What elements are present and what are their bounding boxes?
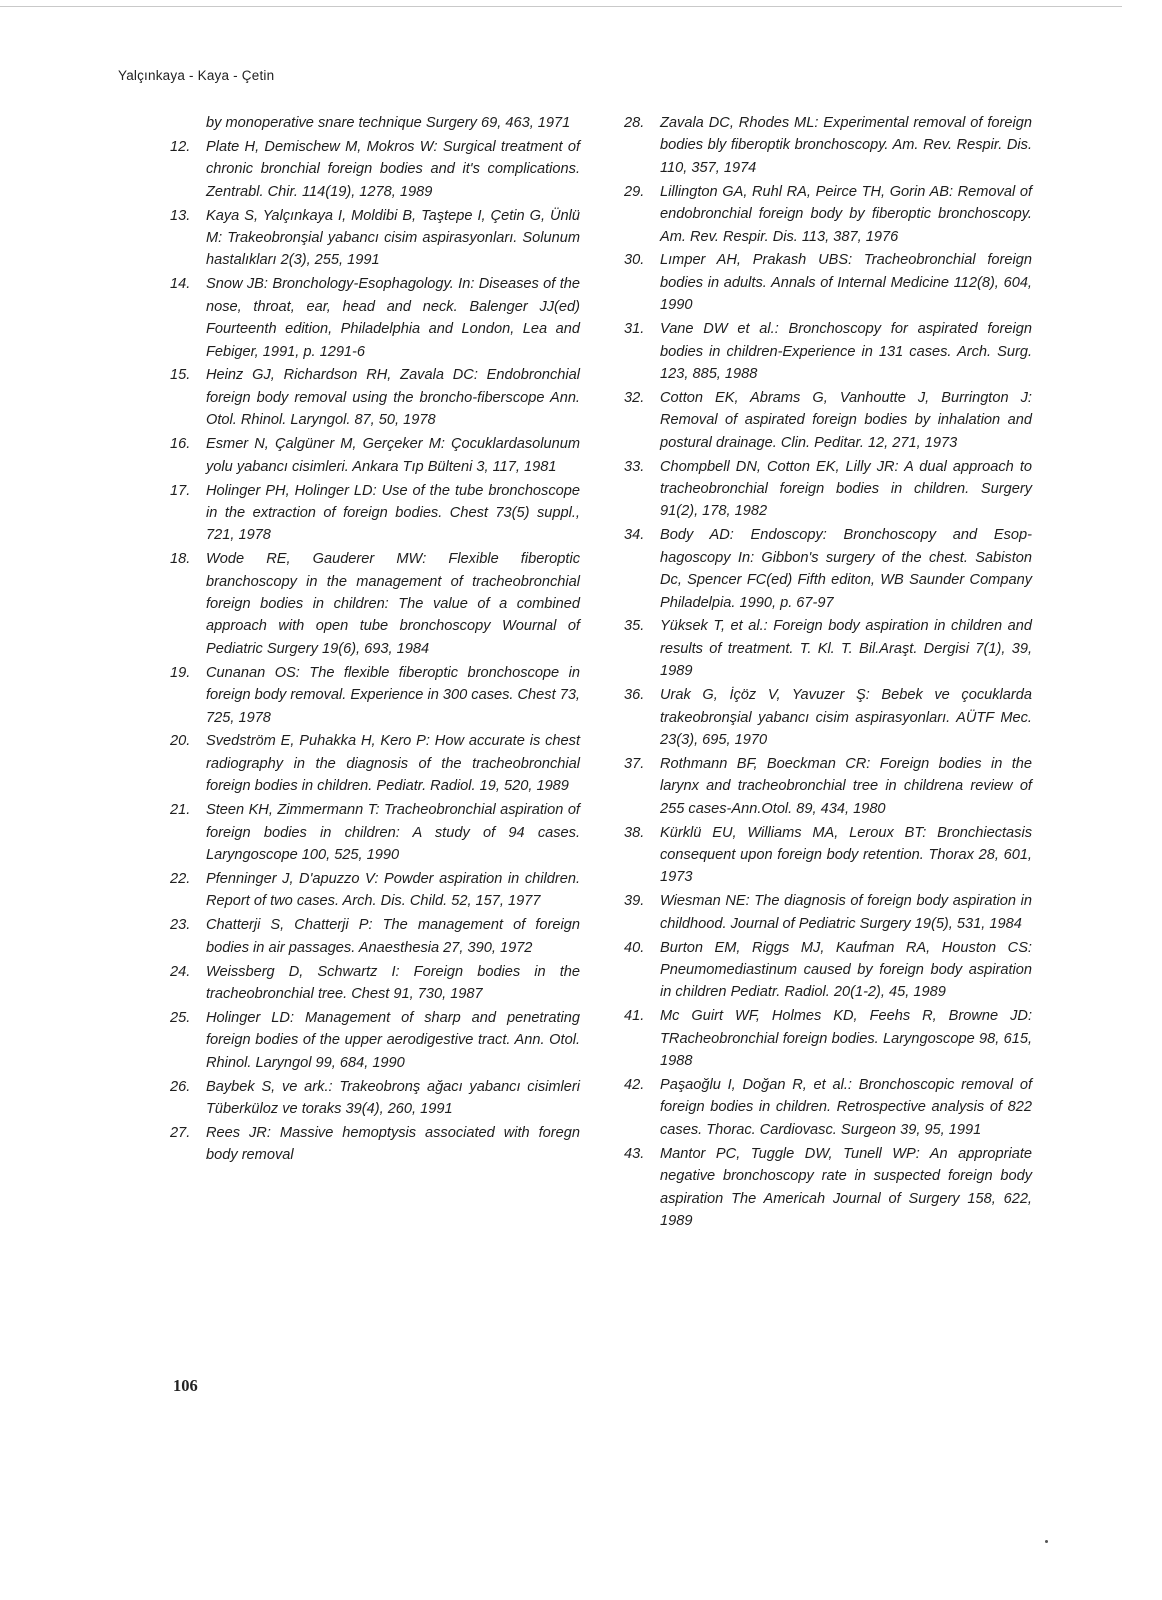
reference-item — [624, 112, 1032, 179]
reference-text: Svedström E, Puhakka H, Kero P: How accurate is chest radiography in the diagnosis of the tracheobronchial foreign bodies in children. Pediatr. Radiol. 19, 520, 1989 — [206, 733, 580, 795]
reference-item — [624, 1074, 1032, 1141]
reference-item — [170, 480, 580, 547]
reference-item — [624, 1005, 1032, 1072]
reference-number: 16. — [170, 436, 191, 453]
reference-text: Holinger LD: Management of sharp and penetrating foreign bodies of the upper aerodigestive tract. Ann. Otol. Rhinol. Laryngol 99, 684, 1990 — [206, 1009, 580, 1071]
reference-item — [170, 868, 580, 913]
reference-text: Chatterji S, Chatterji P: The management of foreign bodies in air passages. Anaesthesia 27, 390, 1972 — [206, 917, 580, 956]
reference-text: Vane DW et al.: Bronchoscopy for aspirated foreign bodies in children-Experience in 131 cases. Arch. Surg. 123, 885, 1988 — [660, 321, 1032, 382]
reference-number: 30. — [624, 252, 645, 269]
reference-text: Burton EM, Riggs MJ, Kaufman RA, Houston CS: Pneumomediastinum caused by foreign body aspiration in children Pediatr. Radiol. 20(1-2), 45, 1989 — [660, 939, 1032, 1001]
reference-text: Snow JB: Bronchology-Esophagology. In: Diseases of the nose, throat, ear, head and neck. Balenger JJ(ed) Fourteenth edition, Philadelphia and London, Lea and Febiger, 1991, p. 1291-6 — [206, 276, 580, 360]
reference-text: Kürklü EU, Williams MA, Leroux BT: Bronchiectasis consequent upon foreign body retention. Thorax 28, 601, 1973 — [660, 824, 1032, 886]
reference-number: 35. — [624, 618, 645, 635]
reference-number: 15. — [170, 367, 191, 384]
reference-text: Wiesman NE: The diagnosis of foreign body aspiration in childhood. Journal of Pediatric Surgery 19(5), 531, 1984 — [660, 893, 1032, 932]
reference-text: Body AD: Endoscopy: Bronchoscopy and Esophagoscopy In: Gibbon's surgery of the chest. Sabiston Dc, Spencer FC(ed) Fifth editon, WB Saunder Company Philadelpia. 1990, p. 67-97 — [660, 527, 1032, 611]
reference-number: 28. — [624, 115, 645, 131]
reference-item — [624, 937, 1032, 1004]
page-number: 106 — [173, 1376, 198, 1395]
reference-text: Lillington GA, Ruhl RA, Peirce TH, Gorin AB: Removal of endobronchial foreign body by fiberoptic bronchoscopy. Am. Rev. Respir. Dis. 113, 387, 1976 — [660, 183, 1032, 245]
reference-text: Plate H, Demischew M, Mokros W: Surgical treatment of chronic bronchial foreign bodies and it's complications. Zentrabl. Chir. 114(19), 1278, 1989 — [206, 138, 580, 200]
reference-number: 23. — [170, 917, 191, 934]
reference-text: Steen KH, Zimmermann T: Tracheobronchial aspiration of foreign bodies in children: A study of 94 cases. Laryngoscope 100, 525, 1990 — [206, 802, 580, 863]
reference-number: 29. — [624, 183, 645, 200]
reference-text: Esmer N, Çalgüner M, Gerçeker M: Çocuklardasolunum yolu yabancı cisimleri. Ankara Tıp Bülteni 3, 117, 1981 — [206, 436, 580, 475]
scan-speck — [1045, 1540, 1048, 1543]
reference-item — [624, 524, 1032, 614]
reference-number: 24. — [170, 963, 191, 980]
references-right-column — [624, 112, 1032, 1234]
reference-item — [170, 961, 580, 1006]
reference-number: 41. — [624, 1008, 645, 1025]
reference-item — [170, 136, 580, 203]
reference-text: Baybek S, ve ark.: Trakeobronş ağacı yabancı cisimleri Tüberküloz ve toraks 39(4), 260, 1991 — [206, 1078, 580, 1117]
reference-item — [624, 753, 1032, 820]
reference-number: 21. — [170, 802, 191, 819]
reference-text: Zavala DC, Rhodes ML: Experimental removal of foreign bodies bly fiberoptik bronchoscopy. Am. Rev. Respir. Dis. 110, 357, 1974 — [660, 115, 1032, 176]
reference-item — [624, 1143, 1032, 1233]
reference-item — [170, 1122, 580, 1167]
reference-text: Paşaoğlu I, Doğan R, et al.: Bronchoscopic removal of foreign bodies in children. Retrospective analysis of 822 cases. Thorac. Cardiovasc. Surgeon 39, 95, 1991 — [660, 1077, 1032, 1138]
reference-number: 17. — [170, 482, 191, 499]
reference-item — [170, 730, 580, 797]
reference-number: 27. — [170, 1124, 191, 1141]
reference-number: 33. — [624, 458, 645, 475]
reference-text: Rothmann BF, Boeckman CR: Foreign bodies in the larynx and tracheobronchial tree in childrena review of 255 cases-Ann.Otol. 89, 434, 1980 — [660, 755, 1032, 817]
reference-item — [624, 890, 1032, 935]
reference-number: 34. — [624, 527, 645, 544]
reference-text: Pfenninger J, D'apuzzo V: Powder aspiration in children. Report of two cases. Arch. Dis. Child. 52, 157, 1977 — [206, 870, 580, 910]
reference-text: Wode RE, Gauderer MW: Flexible fiberoptic branchoscopy in the management of tracheobronchial foreign bodies in children: The value of a combined approach with open tube bronchoscopy Wournal of Pediatric Surgery 19(6), 693, 1984 — [206, 551, 580, 657]
reference-text: Chompbell DN, Cotton EK, Lilly JR: A dual approach to tracheobronchial foreign bodies in children. Surgery 91(2), 178, 1982 — [660, 458, 1032, 520]
references-left-column — [170, 112, 580, 1168]
reference-text: Urak G, İçöz V, Yavuzer Ş: Bebek ve çocuklarda trakeobronşial yabancı cisim aspirasyonları. AÜTF Mec. 23(3), 695, 1970 — [660, 687, 1032, 748]
reference-text: Holinger PH, Holinger LD: Use of the tube bronchoscope in the extraction of foreign bodies. Chest 73(5) suppl., 721, 1978 — [206, 482, 580, 544]
reference-text: Cunanan OS: The flexible fiberoptic bronchoscope in foreign body removal. Experience in 300 cases. Chest 73, 725, 1978 — [206, 664, 580, 726]
reference-item — [624, 684, 1032, 751]
reference-item — [624, 387, 1032, 454]
reference-text: Heinz GJ, Richardson RH, Zavala DC: Endobronchial foreign body removal using the broncho-fiberscope Ann. Otol. Rhinol. Laryngol. 87, 50, 1978 — [206, 367, 580, 429]
scan-edge-line — [0, 6, 1122, 7]
running-head-authors: Yalçınkaya - Kaya - Çetin — [118, 68, 275, 83]
reference-number: 20. — [170, 733, 191, 750]
reference-number: 37. — [624, 755, 645, 772]
reference-number: 32. — [624, 389, 645, 406]
reference-number: 18. — [170, 551, 191, 568]
reference-item — [170, 364, 580, 431]
reference-item — [170, 205, 580, 272]
reference-text: Mantor PC, Tuggle DW, Tunell WP: An appropriate negative bronchoscopy rate in suspected foreign body aspiration The Americah Journal of Surgery 158, 622, 1989 — [660, 1145, 1032, 1229]
reference-item — [170, 1076, 580, 1121]
reference-number: 42. — [624, 1077, 645, 1094]
reference-text: Cotton EK, Abrams G, Vanhoutte J, Burrington J: Removal of aspirated foreign bodies by inhalation and postural drainage. Clin. Peditar. 12, 271, 1973 — [660, 389, 1032, 451]
reference-item — [170, 112, 580, 134]
reference-number: 22. — [170, 870, 191, 887]
reference-number: 25. — [170, 1009, 191, 1026]
reference-item — [170, 914, 580, 959]
reference-number: 36. — [624, 687, 645, 704]
reference-number: 13. — [170, 207, 191, 224]
reference-number: 40. — [624, 939, 645, 956]
reference-item — [170, 433, 580, 478]
reference-number: 43. — [624, 1145, 645, 1162]
reference-text: Rees JR: Massive hemoptysis associated with foregn body removal — [206, 1124, 580, 1164]
reference-item — [624, 318, 1032, 385]
reference-text: Lımper AH, Prakash UBS: Tracheobronchial foreign bodies in adults. Annals of Internal Medicine 112(8), 604, 1990 — [660, 252, 1032, 314]
reference-item — [170, 273, 580, 363]
reference-item — [624, 181, 1032, 248]
reference-number: 14. — [170, 276, 191, 293]
reference-item — [170, 662, 580, 729]
reference-item — [624, 822, 1032, 889]
reference-item — [624, 456, 1032, 523]
reference-number: 26. — [170, 1078, 191, 1095]
reference-text: Kaya S, Yalçınkaya I, Moldibi B, Taştepe I, Çetin G, Ünlü M: Trakeobronşial yabancı cisim aspirasyonları. Solunum hastalıkları 2(3), 255, 1991 — [206, 207, 580, 269]
reference-text: by monoperative snare technique Surgery 69, 463, 1971 — [206, 115, 571, 131]
reference-number: 31. — [624, 321, 645, 338]
reference-item — [170, 799, 580, 866]
reference-item — [624, 249, 1032, 316]
reference-item — [170, 1007, 580, 1074]
reference-text: Weissberg D, Schwartz I: Foreign bodies in the tracheobronchial tree. Chest 91, 730, 1987 — [206, 963, 580, 1002]
reference-number: 19. — [170, 664, 191, 681]
reference-item — [624, 615, 1032, 682]
reference-item — [170, 548, 580, 660]
reference-number: 38. — [624, 824, 645, 841]
reference-text: Yüksek T, et al.: Foreign body aspiration in children and results of treatment. T. Kl. T. Bil.Araşt. Dergisi 7(1), 39, 1989 — [660, 618, 1032, 680]
reference-number: 39. — [624, 893, 645, 910]
reference-number: 12. — [170, 138, 191, 155]
reference-text: Mc Guirt WF, Holmes KD, Feehs R, Browne JD: TRacheobronchial foreign bodies. Laryngoscope 98, 615, 1988 — [660, 1008, 1032, 1070]
